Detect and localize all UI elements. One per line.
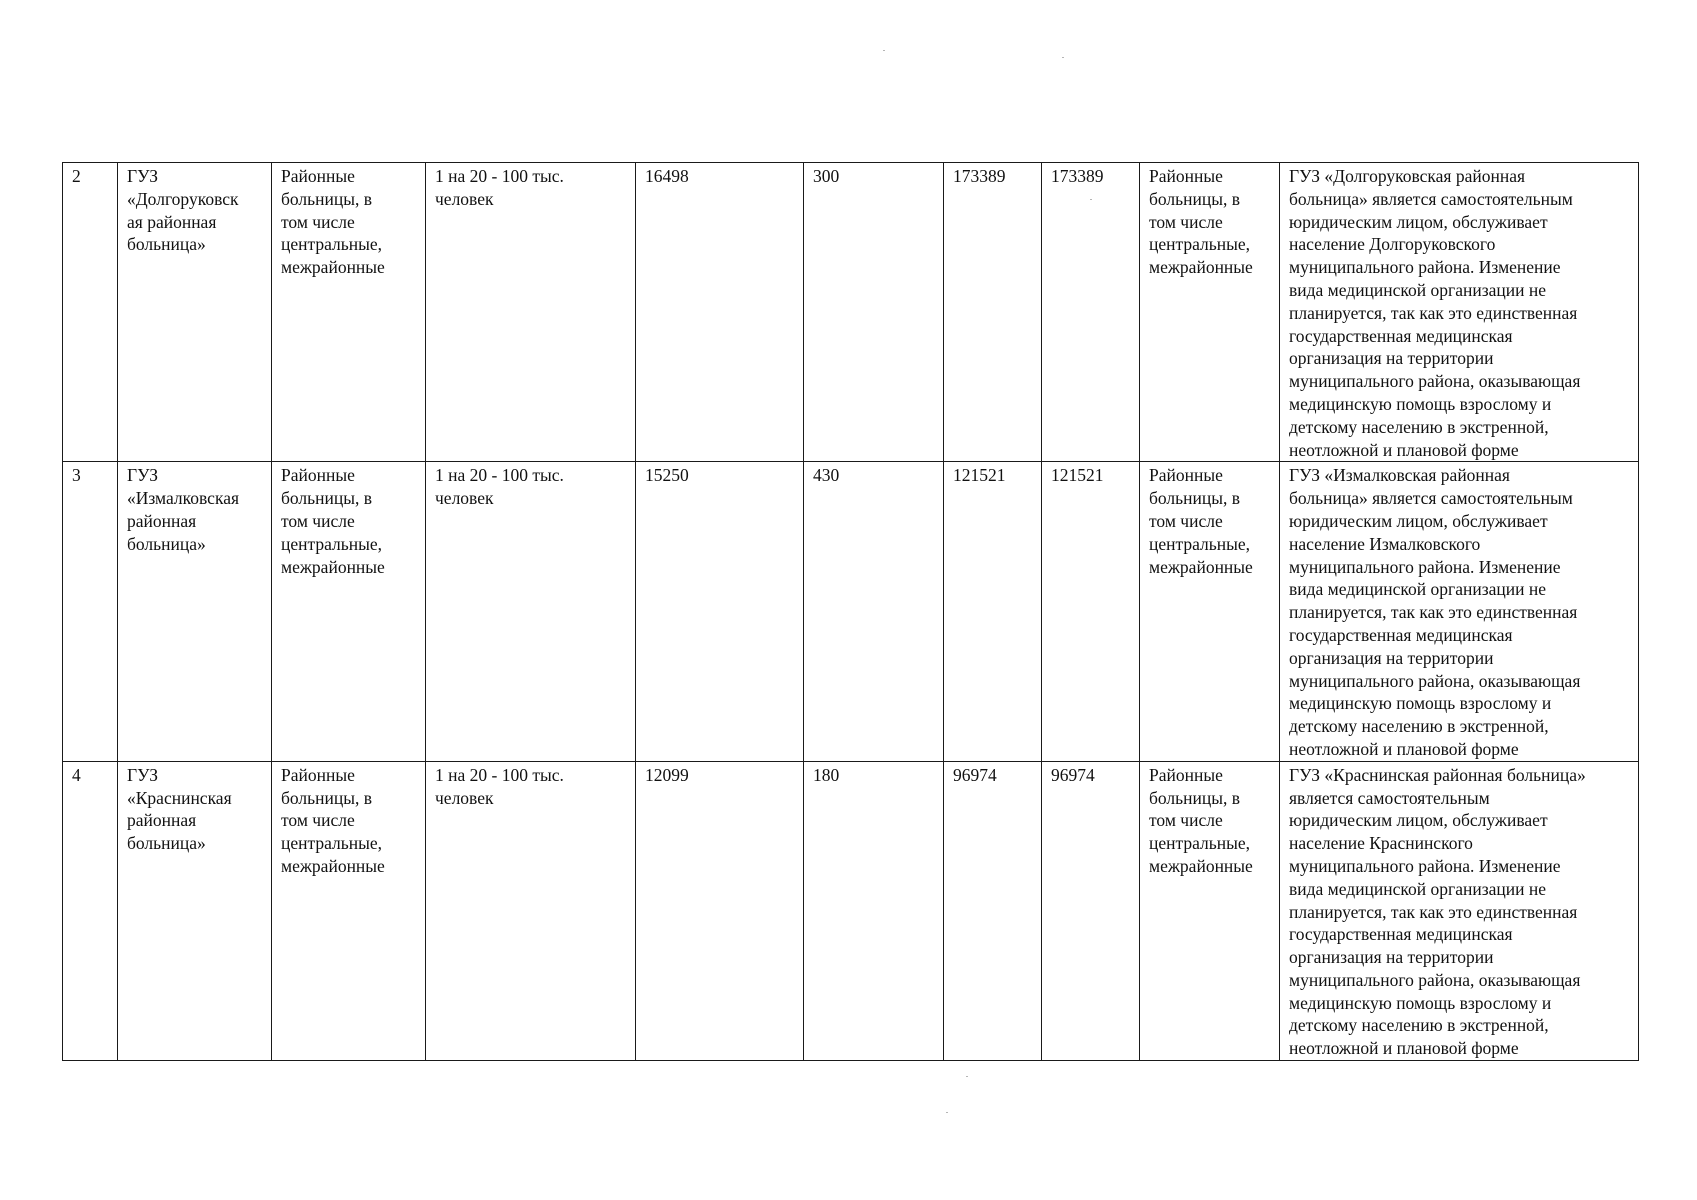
comment-cell: ГУЗ «Измалковская районная больница» является самостоятельным юридическим лицом, обслуживает население Измалковского муниципального района. Изменение вида медицинской организации не планируется, так как это единственная государственная медицинская организация на территории муниципального района, оказывающая медицинскую помощь взрослому и детскому населению в экстренной, неотложной и плановой форме bbox=[1280, 462, 1639, 761]
norm-cell: 1 на 20 - 100 тыс. человек bbox=[426, 761, 636, 1060]
value-a-cell: 121521 bbox=[944, 462, 1042, 761]
norm-cell: 1 на 20 - 100 тыс. человек bbox=[426, 163, 636, 462]
organization-type: Районные больницы, в том числе центральные, межрайонные bbox=[272, 761, 426, 1060]
scan-speck bbox=[1062, 57, 1064, 58]
organization-name: ГУЗ «Долгоруковск ая районная больница» bbox=[118, 163, 272, 462]
scan-speck bbox=[966, 1076, 968, 1077]
value-a-cell: 96974 bbox=[944, 761, 1042, 1060]
scan-speck bbox=[883, 50, 885, 51]
organization-type: Районные больницы, в том числе центральные, межрайонные bbox=[272, 462, 426, 761]
value-a-cell: 173389 bbox=[944, 163, 1042, 462]
norm-cell: 1 на 20 - 100 тыс. человек bbox=[426, 462, 636, 761]
distance-cell: 180 bbox=[804, 761, 944, 1060]
planned-type-cell: Районные больницы, в том числе центральные, межрайонные bbox=[1140, 761, 1280, 1060]
population-cell: 15250 bbox=[636, 462, 804, 761]
organization-name: ГУЗ «Краснинская районная больница» bbox=[118, 761, 272, 1060]
row-number: 3 bbox=[63, 462, 118, 761]
comment-cell: ГУЗ «Долгоруковская районная больница» является самостоятельным юридическим лицом, обслуживает население Долгоруковского муниципального района. Изменение вида медицинской организации не планируется, так как это единственная государственная медицинская организация на территории муниципального района, оказывающая медицинскую помощь взрослому и детскому населению в экстренной, неотложной и плановой форме bbox=[1280, 163, 1639, 462]
value-b-cell: 121521 bbox=[1042, 462, 1140, 761]
organization-name: ГУЗ «Измалковская районная больница» bbox=[118, 462, 272, 761]
comment-cell: ГУЗ «Краснинская районная больница» является самостоятельным юридическим лицом, обслуживает население Краснинского муниципального района. Изменение вида медицинской организации не планируется, так как это единственная государственная медицинская организация на территории муниципального района, оказывающая медицинскую помощь взрослому и детскому населению в экстренной, неотложной и плановой форме bbox=[1280, 761, 1639, 1060]
row-number: 4 bbox=[63, 761, 118, 1060]
population-cell: 16498 bbox=[636, 163, 804, 462]
table-row bbox=[63, 462, 1639, 761]
scan-speck bbox=[946, 1112, 948, 1113]
hospitals-table bbox=[62, 162, 1639, 1061]
table-row bbox=[63, 163, 1639, 462]
distance-cell: 300 bbox=[804, 163, 944, 462]
organization-type: Районные больницы, в том числе центральные, межрайонные bbox=[272, 163, 426, 462]
value-b-cell: 173389 bbox=[1042, 163, 1140, 462]
row-number: 2 bbox=[63, 163, 118, 462]
distance-cell: 430 bbox=[804, 462, 944, 761]
table-row bbox=[63, 761, 1639, 1060]
planned-type-cell: Районные больницы, в том числе центральные, межрайонные bbox=[1140, 462, 1280, 761]
population-cell: 12099 bbox=[636, 761, 804, 1060]
planned-type-cell: Районные больницы, в том числе центральные, межрайонные bbox=[1140, 163, 1280, 462]
value-b-cell: 96974 bbox=[1042, 761, 1140, 1060]
